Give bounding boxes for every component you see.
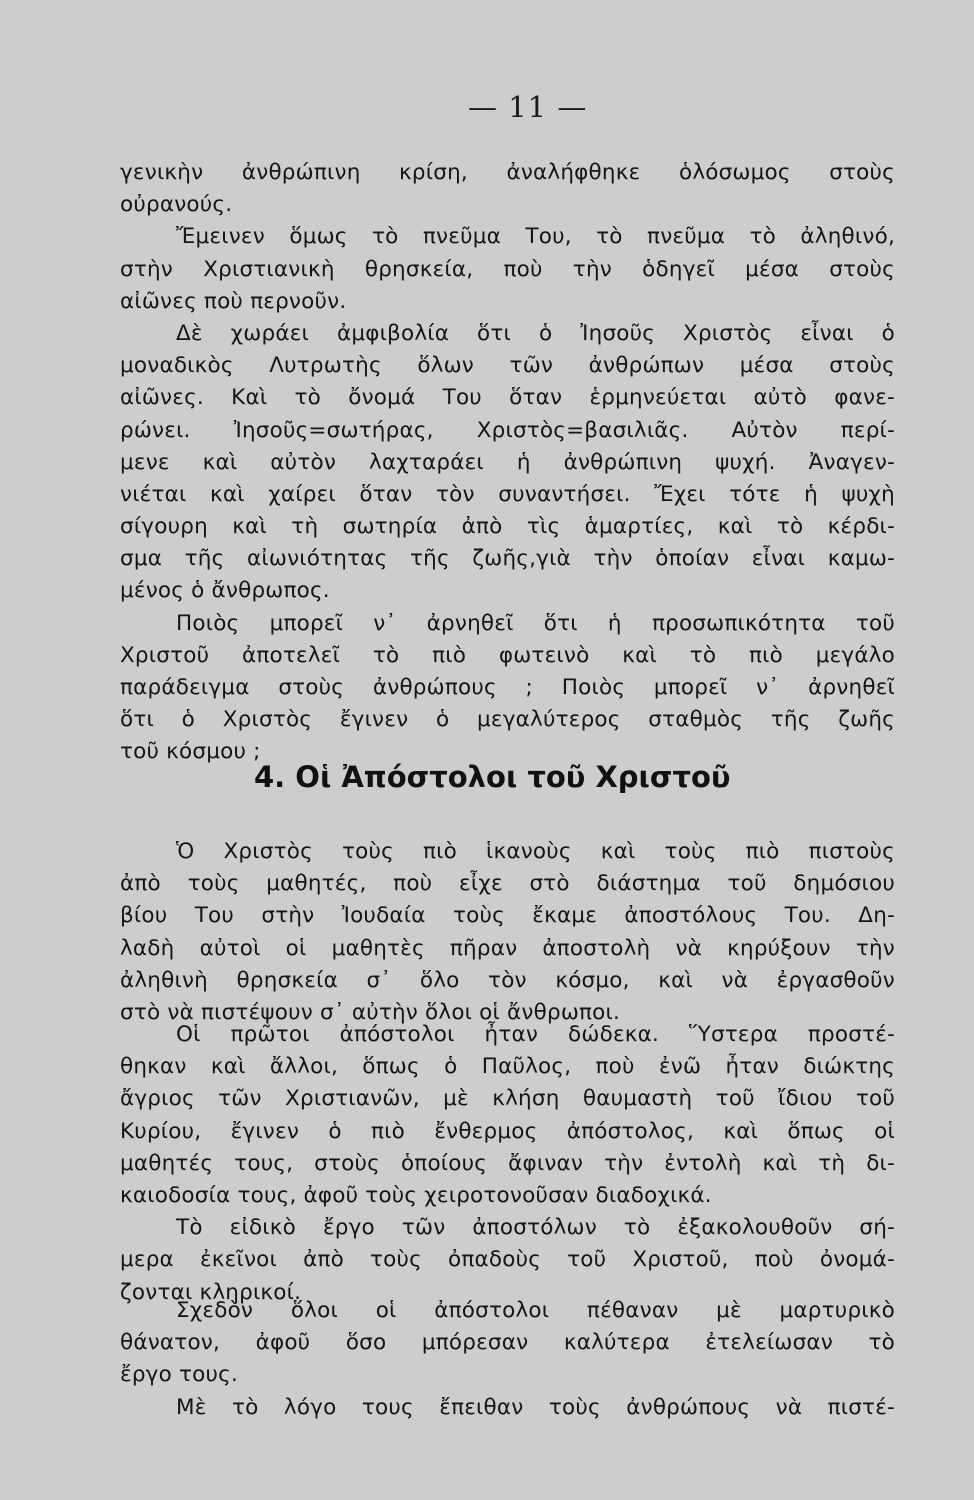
text-line: Σχεδὸν ὅλοι οἱ ἀπόστολοι πέθαναν μὲ μαρτυρικὸ (176, 1298, 895, 1323)
text-line: ἔργο τους. (120, 1362, 238, 1388)
text-line: θηκαν καὶ ἄλλοι, ὅπως ὁ Παῦλος, ποὺ ἐνῶ ἦταν διώκτης (120, 1054, 895, 1080)
text-block-2 (120, 836, 895, 1029)
text-line: Κυρίου, ἔγινεν ὁ πιὸ ἔνθερμος ἀπόστολος, καὶ ὅπως οἱ (120, 1118, 895, 1144)
text-line: αἰῶνες. Καὶ τὸ ὄνομά Του ὅταν ἑρμηνεύεται αὐτὸ φανε- (120, 385, 895, 411)
text-line: Ἔμεινεν ὅμως τὸ πνεῦμα Του, τὸ πνεῦμα τὸ ἀληθινό, (176, 224, 895, 250)
text-line: Ποιὸς μπορεῖ ν᾿ ἀρνηθεῖ ὅτι ἡ προσωπικότητα τοῦ (176, 610, 895, 636)
text-line: θάνατον, ἀφοῦ ὅσο μπόρεσαν καλύτερα ἐτελείωσαν τὸ (120, 1330, 895, 1356)
text-line: παράδειγμα στοὺς ἀνθρώπους ; Ποιὸς μπορεῖ ν᾿ ἀρνηθεῖ (120, 675, 895, 700)
text-line: ἀπὸ τοὺς μαθητές, ποὺ εἶχε στὸ διάστημα τοῦ δημόσιου (120, 871, 895, 897)
text-line: στὴν Χριστιανικὴ θρησκεία, ποὺ τὴν ὁδηγεῖ μέσα στοὺς (120, 256, 895, 282)
text-line: καιοδοσία τους, ἀφοῦ τοὺς χειροτονοῦσαν διαδοχικά. (120, 1182, 712, 1208)
text-line: ἀληθινὴ θρησκεία σ᾿ ὅλο τὸν κόσμο, καὶ νὰ ἐργασθοῦν (120, 967, 895, 993)
text-line: γενικὴν ἀνθρώπινη κρίση, ἀναλήφθηκε ὁλόσωμος στοὺς (120, 160, 895, 185)
text-line: ὅτι ὁ Χριστὸς ἔγινεν ὁ μεγαλύτερος σταθμὸς τῆς ζωῆς (120, 707, 895, 733)
text-line: μερα ἐκεῖνοι ἀπὸ τοὺς ὀπαδοὺς τοῦ Χριστοῦ, ποὺ ὀνομά- (120, 1247, 895, 1273)
text-line: μένος ὁ ἄνθρωπος. (120, 578, 330, 604)
text-line: Μὲ τὸ λόγο τους ἔπειθαν τοὺς ἀνθρώπους νὰ πιστέ- (176, 1394, 895, 1420)
text-block-4 (120, 1295, 895, 1424)
text-block-3 (120, 1019, 895, 1309)
text-line: ἄγριος τῶν Χριστιανῶν, μὲ κλήση θαυμαστὴ τοῦ ἴδιου τοῦ (120, 1086, 895, 1112)
text-line: Οἱ πρῶτοι ἀπόστολοι ἦταν δώδεκα. Ὕστερα προστέ- (176, 1022, 895, 1047)
text-block-1 (120, 157, 895, 769)
text-line: σίγουρη καὶ τὴ σωτηρία ἀπὸ τὶς ἁμαρτίες, καὶ τὸ κέρδι- (120, 514, 895, 540)
text-line: Δὲ χωράει ἀμφιβολία ὅτι ὁ Ἰησοῦς Χριστὸς εἶναι ὁ (176, 320, 895, 346)
text-line: Χριστοῦ ἀποτελεῖ τὸ πιὸ φωτεινὸ καὶ τὸ πιὸ μεγάλο (120, 642, 895, 668)
text-line: μενε καὶ αὐτὸν λαχταράει ἡ ἀνθρώπινη ψυχή. Ἀναγεν- (120, 449, 895, 475)
section-heading: 4. Οἱ Ἀπόστολοι τοῦ Χριστοῦ (254, 760, 731, 794)
text-line: νιέται καὶ χαίρει ὅταν τὸν συναντήσει. Ἔχει τότε ἡ ψυχὴ (120, 481, 895, 507)
text-line: αἰῶνες ποὺ περνοῦν. (120, 288, 347, 314)
text-line: λαδὴ αὐτοὶ οἱ μαθητὲς πῆραν ἀποστολὴ νὰ κηρύξουν τὴν (120, 935, 895, 961)
page-number: — 11 — (468, 90, 588, 124)
text-line: τοῦ κόσμου ; (120, 739, 261, 765)
text-line: Τὸ εἰδικὸ ἔργο τῶν ἀποστόλων τὸ ἐξακολουθοῦν σή- (176, 1215, 895, 1241)
text-line: οὐρανούς. (120, 192, 233, 218)
text-line: μαθητές τους, στοὺς ὁποίους ἄφιναν τὴν ἐντολὴ καὶ τὴ δι- (120, 1150, 895, 1176)
text-line: μοναδικὸς Λυτρωτὴς ὅλων τῶν ἀνθρώπων μέσα στοὺς (120, 353, 895, 379)
text-line: σμα τῆς αἰωνιότητας τῆς ζωῆς,γιὰ τὴν ὁποίαν εἶναι καμω- (120, 546, 895, 572)
text-line: Ὁ Χριστὸς τοὺς πιὸ ἱκανοὺς καὶ τοὺς πιὸ πιστοὺς (176, 839, 895, 864)
text-line: βίου Του στὴν Ἰουδαία τοὺς ἔκαμε ἀποστόλους Του. Δη- (120, 903, 895, 929)
text-line: ζονται κληρικοί. (120, 1279, 302, 1305)
text-line: ρώνει. Ἰησοῦς=σωτήρας, Χριστὸς=βασιλιᾶς. Αὐτὸν περί- (120, 417, 895, 443)
text-line: στὸ νὰ πιστέψουν σ᾿ αὐτὴν ὅλοι οἱ ἄνθρωποι. (120, 999, 621, 1025)
